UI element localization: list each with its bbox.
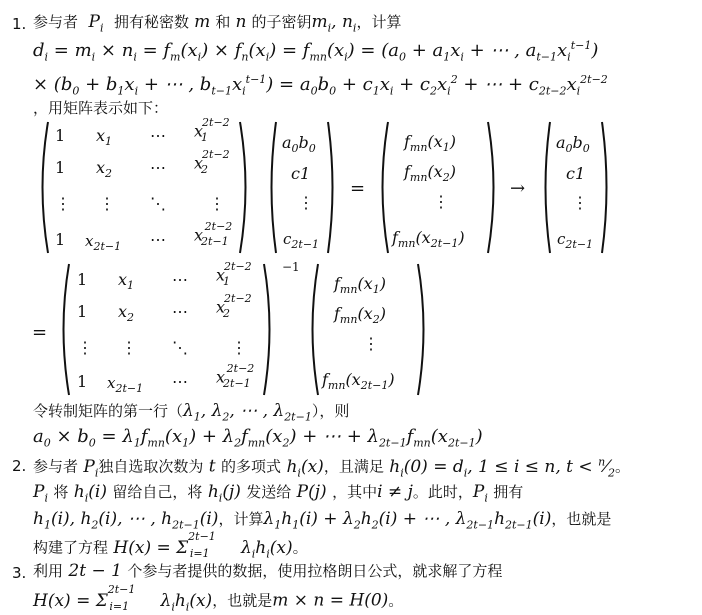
- count: 2t − 1: [68, 561, 122, 581]
- matrix-cell: $x_2^{2t-2}$: [194, 148, 230, 176]
- matrix-cell: $x_1$: [118, 270, 135, 293]
- equation-line-3: × ($b_0 + b_1x_i$ + ⋯ , $b_{t-1}x_i^{t-1}) = a_0b_0 + c_1x_i + c_2x_i^2$ + ⋯ + $c_{2t-2}x_i^{2t-2}$: [33, 73, 608, 98]
- matrix-cell: $x_1$: [96, 126, 113, 149]
- text: 令转制矩阵的第一行（: [33, 402, 184, 420]
- text: 发送给: [246, 483, 292, 501]
- left-paren: [306, 262, 320, 397]
- item-3-number: 3.: [12, 564, 27, 582]
- arrow: →: [510, 178, 526, 199]
- lambda-list: $\lambda_1$, $\lambda_2$, ⋯ , $\lambda_{2t-1}$: [183, 401, 312, 424]
- var-p: $P_i$: [88, 12, 104, 35]
- item-2-number: 2.: [12, 457, 27, 475]
- vector-cell: $f_{mn}(x_{2t-1})$: [392, 228, 465, 251]
- equation-line-2: $d_i = m_i \times n_i = f_m(x_i) \times f_n(x_i) = f_{mn}(x_i) = (a_0 + a_1x_i$ + ⋯ , $a_{t-1}x_i^{t-1}$): [33, 39, 599, 64]
- final-equation: $a_0 \times b_0 = \lambda_1f_{mn}(x_1) + \lambda_2f_{mn}(x_2)$ + ⋯ + $\lambda_{2t-1}f_{mn}(x_{2t-1})$: [33, 426, 483, 450]
- text: 独自选取次数为: [98, 457, 204, 476]
- inverse-exponent: −1: [282, 260, 300, 274]
- equals-sign: =: [350, 178, 366, 199]
- text: 个参与者提供的数据，使用拉格朗日公式，就求解了方程: [127, 562, 503, 580]
- matrix-cell: $x_2^{2t-2}$: [216, 292, 252, 320]
- left-paren: [376, 120, 390, 255]
- subkeys: $m_i$, $n_i$: [311, 12, 357, 35]
- var-p: $P_i$: [472, 482, 488, 505]
- text: 拥有秘密数: [114, 13, 190, 31]
- text: 。: [615, 457, 631, 476]
- text: 。此时，: [412, 483, 473, 501]
- left-paren: [36, 120, 50, 255]
- text: 。: [388, 591, 404, 610]
- item-3-line-2: [33, 583, 404, 614]
- matrix-cell: 1: [77, 270, 88, 289]
- var-p: $P_i$: [78, 456, 99, 480]
- matrix-cell: ⋯: [172, 270, 188, 289]
- neq: i ≠ j: [377, 482, 413, 502]
- lambda-line: [33, 403, 349, 422]
- matrix-cell: ⋯: [150, 158, 166, 177]
- text: ，计算: [218, 510, 264, 528]
- text: 的多项式: [221, 457, 282, 476]
- lambda-sum: $\lambda_1h_1(i) + \lambda_2h_2(i)$ + ⋯ , $\lambda_{2t-1}h_{2t-1}(i)$: [263, 509, 552, 532]
- text: 利用: [33, 562, 64, 580]
- H-equation: $H(x) = \Sigma^{2t-1}_{i=1}$ $\lambda_ih_i(x)$: [33, 583, 213, 614]
- result: m × n = H(0): [272, 590, 389, 611]
- vector-cell: ⋮: [298, 193, 314, 212]
- var-n: n: [235, 12, 247, 32]
- text: 参与者: [33, 13, 79, 31]
- text: ，且满足: [323, 457, 384, 476]
- vector-cell: $f_{mn}(x_1)$: [404, 132, 456, 155]
- pj: P(j): [291, 482, 333, 502]
- matrix-cell: ⋮: [209, 194, 225, 213]
- text: 留给自己，将: [112, 483, 203, 501]
- vector-cell: ⋮: [572, 193, 588, 212]
- matrix-cell: ⋯: [172, 372, 188, 391]
- matrix-cell: ⋯: [172, 302, 188, 321]
- vector-cell: c1: [291, 164, 311, 183]
- matrix-cell: 1: [55, 230, 66, 249]
- text: 的子密钥: [251, 13, 312, 31]
- item-2-line-1: [33, 456, 630, 478]
- matrix-cell: $x_{2t-1}$: [107, 374, 144, 395]
- matrix-cell: ⋮: [99, 194, 115, 213]
- text: 。: [292, 538, 308, 557]
- matrix-cell: ⋮: [77, 338, 93, 357]
- item-1-line-1: [33, 14, 401, 33]
- item-3-line-1: [33, 563, 502, 580]
- text: ，也就是: [212, 591, 273, 610]
- vector-cell: $a_0b_0$: [282, 133, 316, 156]
- vector-cell: $f_{mn}(x_{2t-1})$: [322, 370, 395, 393]
- right-paren: [600, 120, 612, 255]
- item-1-number: 1.: [12, 15, 27, 33]
- matrix-cell: ⋮: [55, 194, 71, 213]
- var-t: t: [203, 456, 222, 477]
- matrix-cell: 1: [55, 158, 66, 177]
- vector-cell: $f_{mn}(x_2)$: [334, 304, 386, 327]
- matrix-cell: ⋮: [121, 338, 137, 357]
- matrix-cell: $x_1^{2t-2}$: [194, 116, 230, 144]
- text: ，也就是: [551, 510, 612, 528]
- right-paren: [486, 120, 500, 255]
- text: 将: [53, 483, 69, 501]
- matrix-cell: $x_{2t-1}$: [85, 232, 122, 253]
- hi-j: $h_i(j)$: [202, 482, 247, 505]
- matrix-cell: ⋱: [172, 338, 188, 357]
- text: 参与者: [33, 457, 79, 476]
- h-list: $h_1(i)$, $h_2(i)$, ⋯ , $h_{2t-1}(i)$: [33, 509, 219, 532]
- text: 和: [215, 13, 231, 31]
- matrix-cell: $x_2$: [96, 158, 113, 181]
- right-paren: [326, 120, 338, 255]
- matrix-intro: ，用矩阵表示如下：: [33, 99, 169, 117]
- item-2-line-3: [33, 511, 611, 530]
- item-2-line-2: [33, 484, 523, 503]
- matrix-cell: ⋯: [150, 230, 166, 249]
- vector-cell: c1: [566, 164, 586, 183]
- left-paren: [266, 120, 278, 255]
- text: 构建了方程: [33, 538, 109, 557]
- vector-cell: ⋮: [433, 192, 449, 211]
- matrix-cell: ⋱: [150, 194, 166, 213]
- equals-sign: =: [32, 322, 48, 343]
- matrix-cell: ⋮: [231, 338, 247, 357]
- matrix-cell: 1: [77, 372, 88, 391]
- vector-cell: $a_0b_0$: [556, 133, 590, 156]
- matrix-cell: ⋯: [150, 126, 166, 145]
- matrix-cell: $x_{2t-1}^{2t-2}$: [216, 362, 255, 390]
- hi-i: $h_i(i)$: [68, 482, 113, 505]
- H-equation: $H(x) = \Sigma^{2t-1}_{i=1}$ $\lambda_ih_i(x)$: [108, 530, 293, 561]
- text: ，计算: [356, 13, 402, 31]
- var-m: m: [194, 12, 211, 32]
- poly: $h_i(x)$: [281, 456, 324, 480]
- right-paren: [416, 262, 430, 397]
- matrix-cell: $x_1^{2t-2}$: [216, 260, 252, 288]
- vector-cell: $c_{2t-1}$: [557, 230, 594, 251]
- item-2-line-4: [33, 530, 308, 561]
- condition: $h_i(0) = d_i$, 1 ≤ i ≤ n, $t < ^n⁄_2$: [383, 455, 616, 480]
- left-paren: [540, 120, 552, 255]
- vector-cell: $c_{2t-1}$: [283, 230, 320, 251]
- matrix-cell: 1: [55, 126, 66, 145]
- text: ），则: [311, 402, 350, 420]
- left-paren: [57, 262, 71, 397]
- text: 拥有: [493, 483, 524, 501]
- matrix-cell: $x_2$: [118, 302, 135, 325]
- matrix-cell: 1: [77, 302, 88, 321]
- vector-cell: $f_{mn}(x_2)$: [404, 162, 456, 185]
- var-p: $P_i$: [33, 482, 48, 505]
- vector-cell: ⋮: [363, 334, 379, 353]
- text: ，其中: [332, 483, 378, 501]
- matrix-cell: $x_{2t-1}^{2t-2}$: [194, 220, 233, 248]
- vector-cell: $f_{mn}(x_1)$: [334, 274, 386, 297]
